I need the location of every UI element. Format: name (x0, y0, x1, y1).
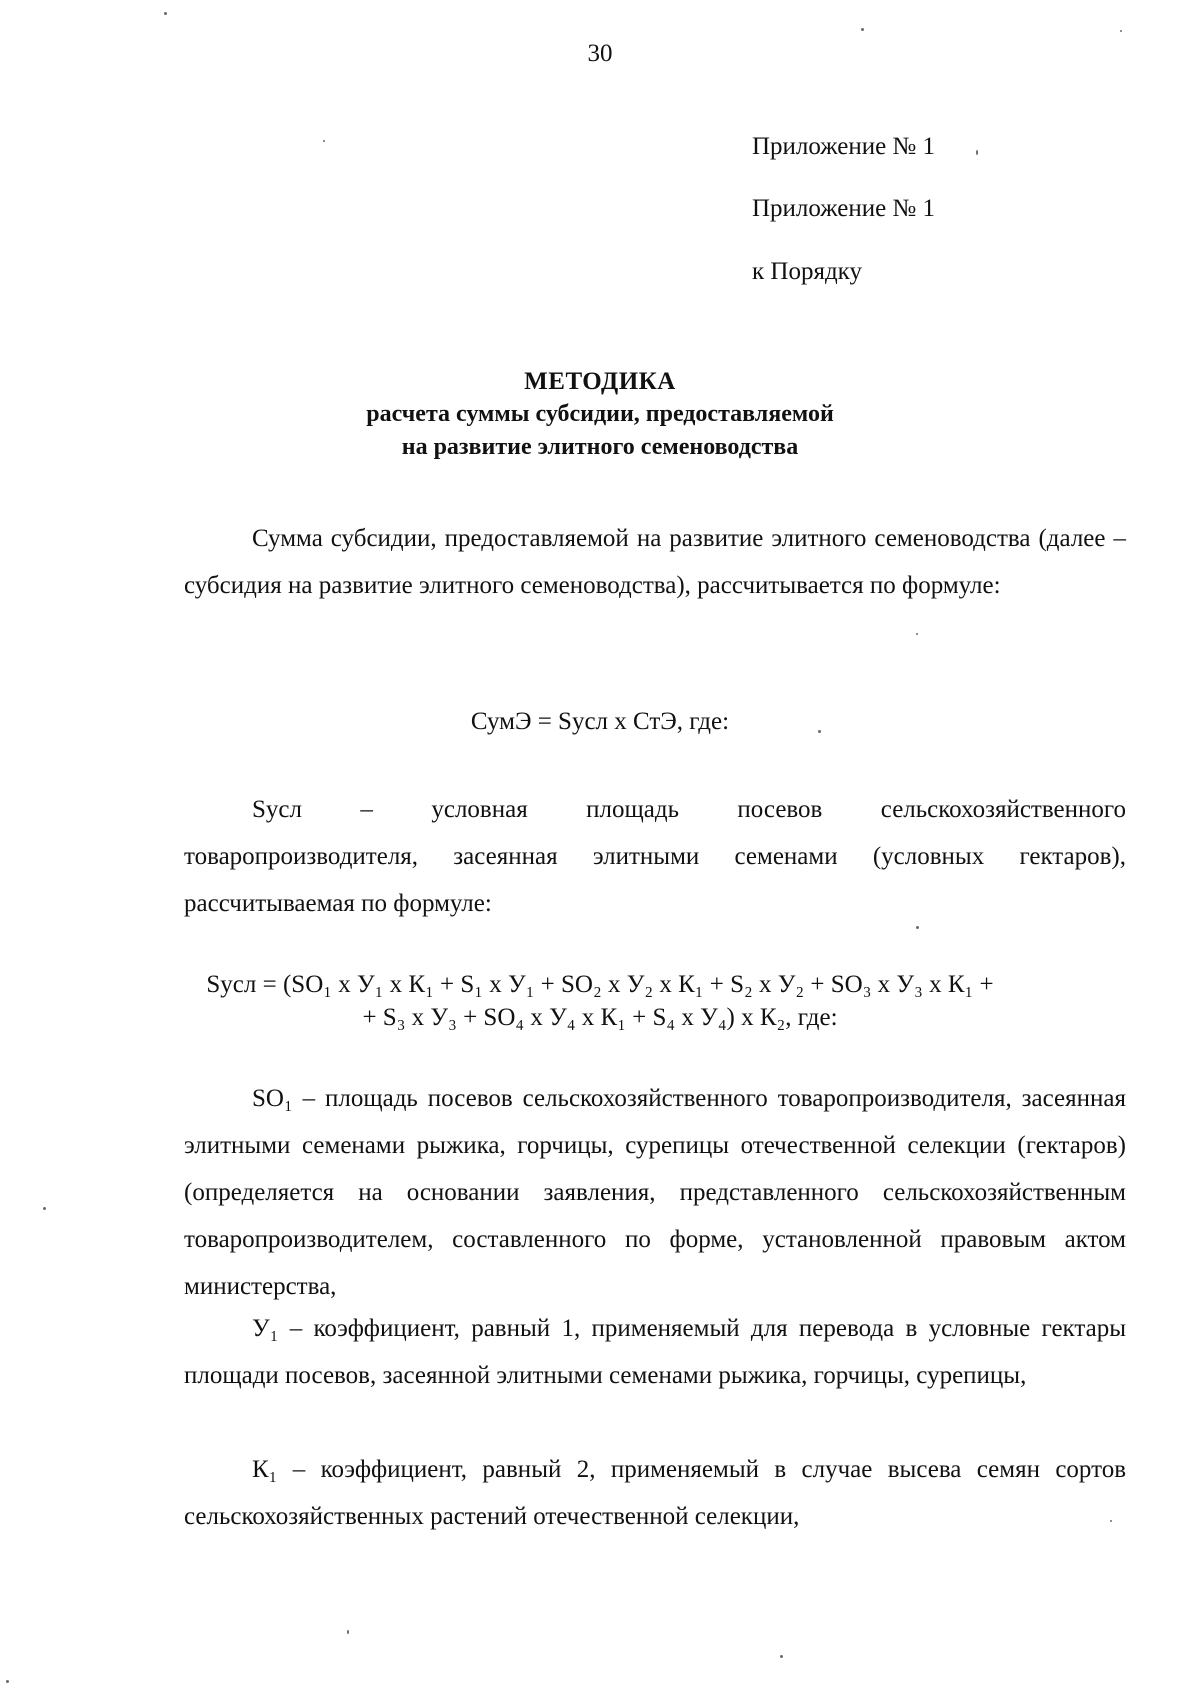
scan-speck (861, 28, 864, 31)
sucl-word-6: сельскохозяйственного (880, 796, 1126, 823)
title-line-1: расчета суммы субсидии, предоставляемой (366, 401, 834, 427)
appendix-to-order: к Порядку (752, 258, 862, 285)
scan-speck (323, 140, 325, 142)
title-line-2: на развитие элитного семеноводства (401, 434, 799, 460)
formula-sucl-line-1: Sусл = (SO₁ х У₁ х К₁ + S₁ х У₁ + SO₂ х У₂ х К₁ + S₂ х У₂ + SO₃ х У₃ х К₁ + (206, 971, 994, 998)
scan-speck (6, 1680, 9, 1683)
scan-speck (43, 1207, 46, 1210)
sucl-dash: – (360, 796, 373, 823)
title-main: МЕТОДИКА (524, 368, 676, 395)
page-number: 30 (587, 40, 613, 67)
sucl-word-5: посевов (737, 796, 823, 823)
document-title (0, 365, 1200, 464)
appendix-label-1: Приложение № 1 (752, 133, 936, 160)
scan-speck (1110, 1520, 1112, 1522)
formula-sucl-line-2: + S₃ х У₃ + SO₄ х У₄ х К₁ + S₄ х У₄) х К₂, где: (362, 1004, 838, 1031)
sucl-term: Sусл (252, 796, 302, 823)
sucl-definition-rest: товаропроизводителя, засеянная элитными семенами (условных гектаров), рассчитываемая по формуле: (184, 843, 1126, 917)
sucl-word-3: условная (431, 796, 528, 823)
sucl-word-4: площадь (586, 796, 679, 823)
sucl-definition-first-line (184, 786, 1126, 833)
sucl-definition (184, 786, 1126, 927)
definition-k1: К₁ – коэффициент, равный 2, применяемый в случае высева семян сортов сельскохозяйственных растений отечественной селекции, (184, 1456, 1126, 1530)
scan-speck (780, 1655, 783, 1658)
appendix-label-2: Приложение № 1 (752, 195, 936, 222)
scan-speck (164, 12, 167, 15)
scan-speck (976, 150, 978, 155)
scan-speck (1120, 30, 1122, 32)
scan-speck (916, 633, 918, 635)
definition-u1: У₁ – коэффициент, равный 1, применяемый для перевода в условные гектары площади посевов, засеянной элитными семенами рыжика, горчицы, сурепицы, (184, 1315, 1126, 1389)
scan-speck (818, 730, 821, 733)
intro-paragraph: Сумма субсидии, предоставляемой на развитие элитного семеноводства (далее – субсидия на развитие элитного семеноводства), рассчитывается по формуле: (184, 525, 1126, 599)
formula-sum: СумЭ = Sусл х СтЭ, где: (470, 708, 730, 735)
scan-speck (347, 1630, 349, 1634)
formula-sucl (0, 968, 1200, 1034)
scan-speck (916, 926, 919, 929)
definition-so1: SO₁ – площадь посевов сельскохозяйственного товаропроизводителя, засеянная элитными семенами рыжика, горчицы, сурепицы отечественной селекции (гектаров) (определяется на основании заявления, представленного сельскохозяйственным товаропроизводителем, составленного по форме, установленной правовым актом министерства, (184, 1085, 1126, 1300)
